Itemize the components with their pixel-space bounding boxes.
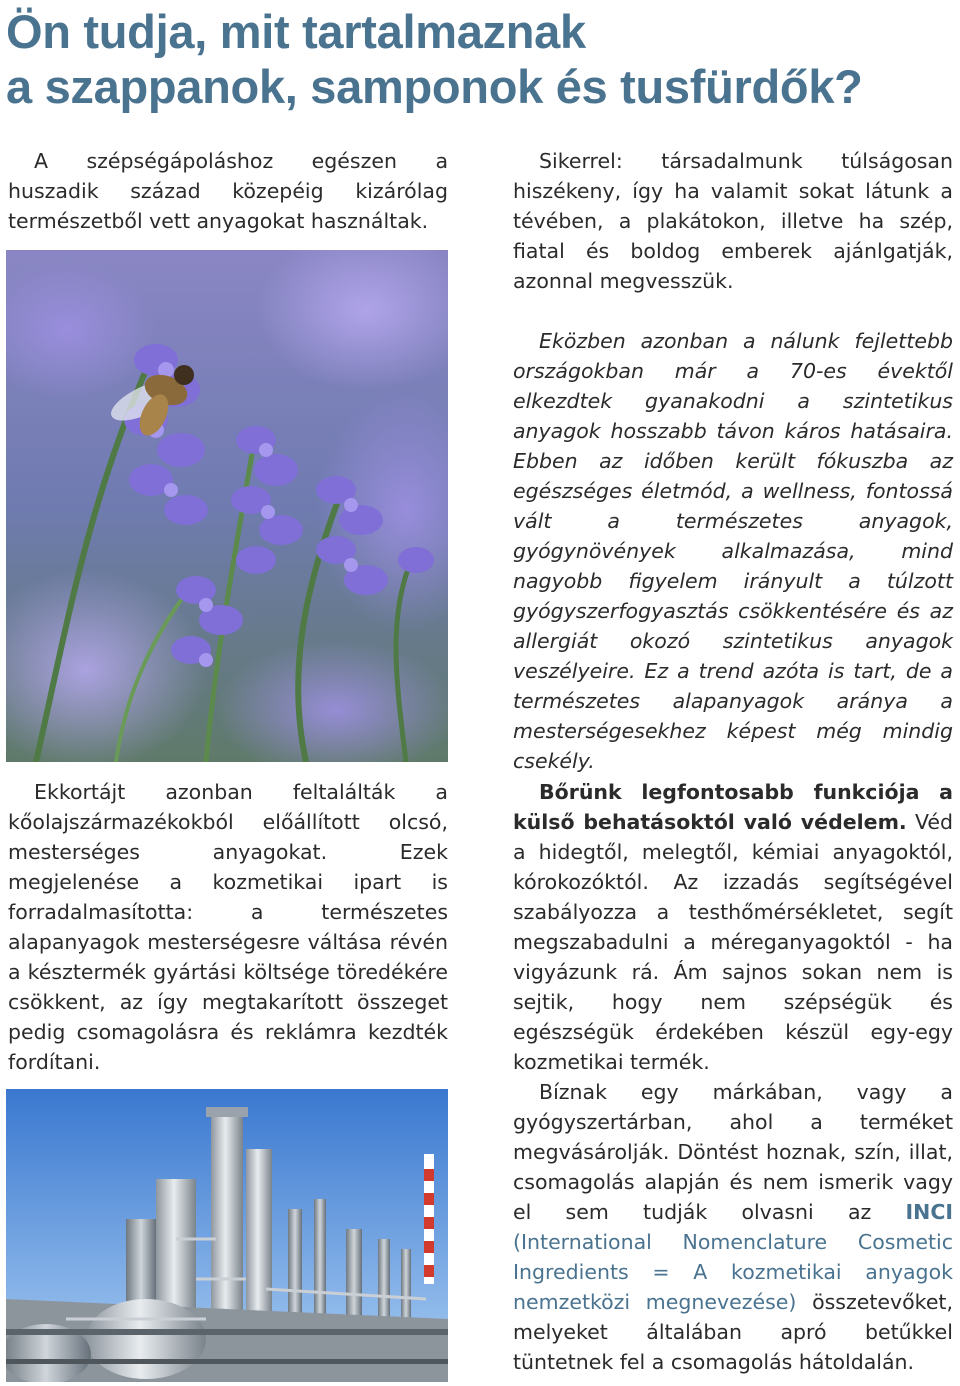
title-line-1: Ön tudja, mit tartalmaznak xyxy=(6,5,586,58)
page-title xyxy=(6,4,946,114)
skin-function-text: Véd a hidegtől, melegtől, kémiai anyagoktól, kórokozóktól. Az izzadás segítségével szabályozza a testhőmérsékletet, segít megszabadulni a méreganyagoktól - ha vigyázunk rá. Ám sajnos sokan nem is sejtik, hogy nem szépségük és egészségük érdekében készül egy-egy kozmetikai termék. xyxy=(513,810,953,1074)
title-line-2: a szappanok, samponok és tusfürdők? xyxy=(6,60,863,113)
inci-expansion: (International Nomenclature Cosmetic Ingredients = A kozmetikai anyagok nemzetközi megnevezése) xyxy=(513,1230,953,1314)
inci-term: INCI xyxy=(905,1200,953,1224)
success-paragraph: Sikerrel: társadalmunk túlságosan hiszékeny, így ha valamit sokat látunk a tévében, a plakátokon, illetve ha szép, fiatal és boldog emberek ajánlgatják, azonnal megvesszük. xyxy=(513,149,953,293)
history-paragraph: Ekkortájt azonban feltalálták a kőolajszármazékokból előállított olcsó, mesterséges anyagokat. Ezek megjelenése a kozmetikai ipart is forradalmasította: a természetes alapanyagok mesterségesre váltása révén a késztermék gyártási költsége töredékére csökkent, az így megtakarított összeget pedig csomagolásra és reklámra kezdték fordítani. xyxy=(8,780,448,1074)
inci-closing-text: összetevőket, melyeket általában apró betűkkel tüntetnek fel a csomagolás hátoldalán. xyxy=(513,1290,953,1374)
skin-function-heading: Bőrünk legfontosabb funkciója a külső behatásoktól való védelem. xyxy=(513,780,953,834)
lavender-bee-photo xyxy=(6,250,448,762)
trend-paragraph: Eközben azonban a nálunk fejlettebb országokban már a 70-es évektől elkezdtek gyanakodni a szintetikus anyagok hosszabb távon káros hatásaira. Ebben az időben került fókuszba az egészséges életmód, a wellness, fontossá vált a természetes anyagok, gyógynövények alkalmazása, mind nagyobb figyelem irányult a túlzott gyógyszerfogyasztás csökkentésére és az allergiát okozó szintetikus anyagok veszélyeire. Ez a trend azóta is tart, de a természetes alapanyagok aránya a mesterségesekhez képest még mindig csekély. xyxy=(513,329,953,773)
intro-paragraph: A szépségápoláshoz egészen a huszadik század közepéig kizárólag természetből vett anyagokat használtak. xyxy=(8,149,448,233)
inci-intro-text: Bíznak egy márkában, vagy a gyógyszertárban, ahol a terméket megvásárolják. Döntést hoznak, szín, illat, csomagolás alapján és nem ismerik vagy el sem tudják olvasni az xyxy=(513,1080,953,1224)
lavender-illustration xyxy=(6,250,448,762)
skin-function-paragraph xyxy=(513,777,953,1077)
inci-paragraph xyxy=(513,1077,953,1377)
refinery-photo xyxy=(6,1089,448,1382)
refinery-illustration xyxy=(6,1089,448,1382)
